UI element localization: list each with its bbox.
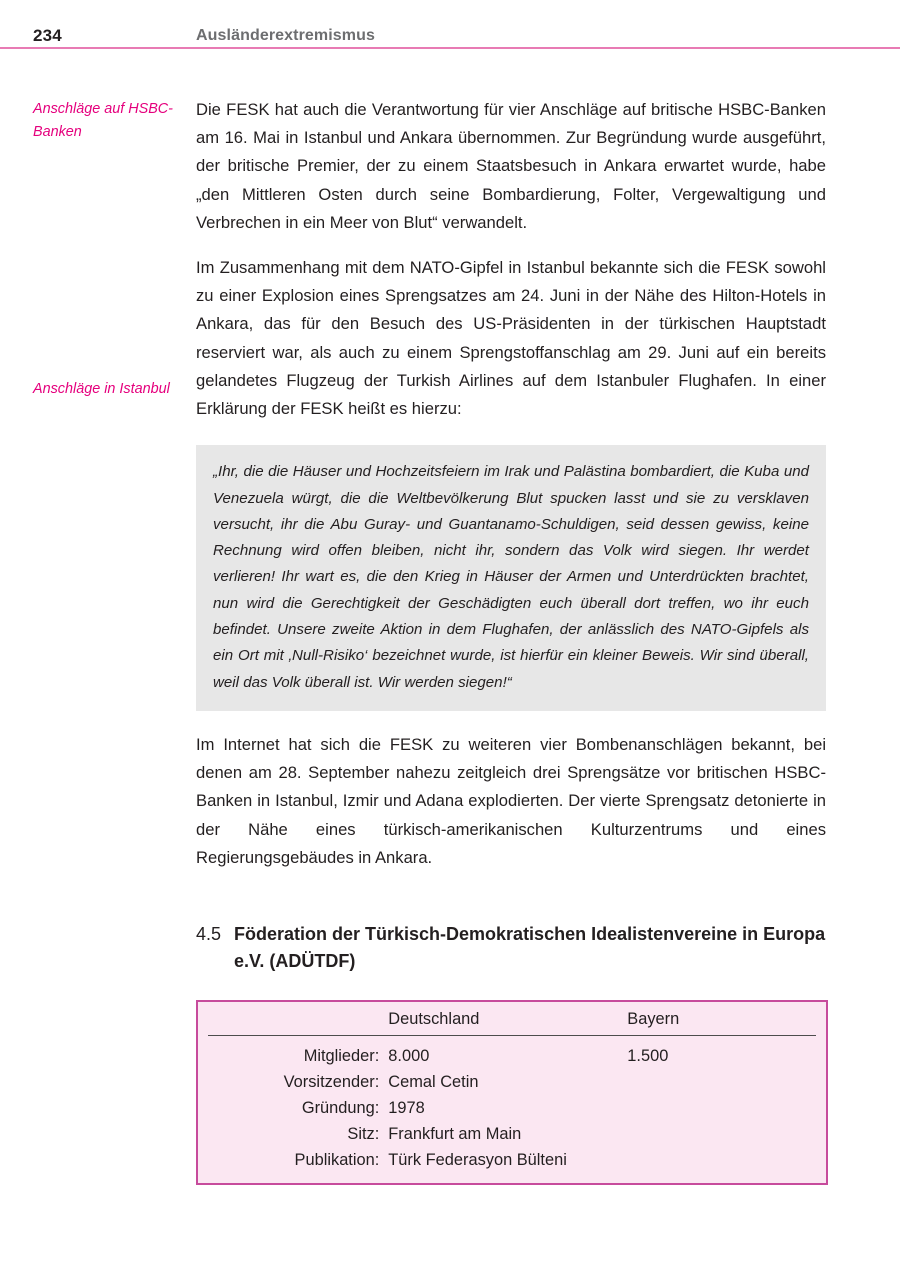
column-header-bayern: Bayern bbox=[627, 1009, 680, 1028]
margin-note-anschlaege-hsbc: Anschläge auf HSBC-Banken bbox=[33, 101, 173, 140]
row-value-sitz-deutschland: Frankfurt am Main bbox=[388, 1124, 522, 1143]
table-header-divider-cell bbox=[208, 1035, 816, 1043]
table-row bbox=[208, 1121, 816, 1147]
table-row bbox=[208, 1147, 816, 1173]
row-value-mitglieder-bayern: 1.500 bbox=[627, 1046, 669, 1065]
header-divider-rule bbox=[0, 47, 900, 49]
row-value-sitz-bayern bbox=[627, 1121, 816, 1147]
row-value-publikation-deutschland: Türk Federasyon Bülteni bbox=[388, 1150, 567, 1169]
row-value-vorsitzender-deutschland: Cemal Cetin bbox=[388, 1072, 479, 1091]
table-header-divider-line bbox=[208, 1035, 816, 1036]
blockquote-box bbox=[196, 445, 826, 711]
table-row bbox=[208, 1069, 816, 1095]
section-number: 4.5 bbox=[196, 923, 222, 944]
page-header bbox=[0, 0, 900, 50]
section-title: Föderation der Türkisch-Demokratischen Idealistenvereine in Europa e.V. (ADÜTDF) bbox=[234, 923, 826, 971]
row-value-publikation-bayern bbox=[627, 1147, 816, 1173]
column-header-deutschland: Deutschland bbox=[388, 1009, 480, 1028]
main-text-column bbox=[196, 96, 826, 1185]
body-paragraph-2: Im Zusammenhang mit dem NATO-Gipfel in Istanbul bekannte sich die FESK sowohl zu einer Explosion eines Sprengsatzes am 24. Juni in der Nähe des Hilton-Hotels in Ankara, das für den Besuch des US-Präsidenten in der türkischen Hauptstadt reserviert war, als auch zu einem Sprengstoffanschlag am 29. Juni auf ein bereits gelandetes Flugzeug der Turkish Airlines auf dem Istanbuler Flughafen. In einer Erklärung der FESK heißt es hierzu: bbox=[196, 258, 826, 419]
table-row bbox=[208, 1043, 816, 1069]
table-row bbox=[208, 1095, 816, 1121]
row-label-sitz: Sitz: bbox=[347, 1124, 380, 1143]
margin-note-anschlaege-istanbul: Anschläge in Istanbul bbox=[33, 381, 170, 397]
row-label-vorsitzender: Vorsitzender: bbox=[283, 1072, 380, 1091]
row-label-publikation: Publikation: bbox=[294, 1150, 380, 1169]
row-label-gruendung: Gründung: bbox=[301, 1098, 380, 1117]
row-value-mitglieder-deutschland: 8.000 bbox=[388, 1046, 430, 1065]
column-header-blank bbox=[208, 1010, 388, 1035]
row-value-gruendung-deutschland: 1978 bbox=[388, 1098, 425, 1117]
page-number: 234 bbox=[33, 26, 62, 45]
organisation-fact-box bbox=[196, 1000, 828, 1185]
body-paragraph-1: Die FESK hat auch die Verantwortung für vier Anschläge auf britische HSBC-Banken am 16. Mai in Istanbul und Ankara übernommen. Zur Begründung wurde ausgeführt, der britische Premier, der zu einem Staatsbesuch in Ankara erwartet wurde, habe „den Mittleren Osten durch seine Bombardierung, Folter, Vergewaltigung und Verbrechen in ein Meer von Blut“ verwandelt. bbox=[196, 100, 826, 232]
row-label-mitglieder: Mitglieder: bbox=[303, 1046, 380, 1065]
body-paragraph-3: Im Internet hat sich die FESK zu weiteren vier Bombenanschlägen bekannt, bei denen am 28. September nahezu zeitgleich drei Sprengsätze vor britischen HSBC-Banken in Istanbul, Izmir und Adana explodierten. Der vierte Sprengsatz detonierte in der Nähe eines türkisch-amerikanischen Kulturzentrums und eines Regierungsgebäudes in Ankara. bbox=[196, 734, 826, 867]
row-value-vorsitzender-bayern bbox=[627, 1069, 816, 1095]
table-header-row bbox=[208, 1010, 816, 1035]
organisation-fact-table bbox=[208, 1010, 816, 1173]
page-header-title: Ausländerextremismus bbox=[196, 27, 375, 44]
row-value-gruendung-bayern bbox=[627, 1095, 816, 1121]
blockquote-text: „Ihr, die die Häuser und Hochzeitsfeiern im Irak und Palästina bombardiert, die Kuba und Venezuela würgt, die die Weltbevölkerung Blut spucken lasst und sie zu versklaven versucht, ihr die Abu Guray- und Guantanamo-Schuldigen, seid dessen gewiss, keine Rechnung wird offen bleiben, nicht ihr, sondern das Volk wird siegen. Ihr werdet verlieren! Ihr wart es, die den Krieg in Häuser der Armen und Unterdrückten brachtet, nun wird die Gerechtigkeit der Geschädigten euch überall dort treffen, wo ihr euch befindet. Unsere zweite Aktion in dem Flughafen, der anlässlich des NATO-Gipfels als ein Ort mit ‚Null-Risiko‘ bezeichnet wurde, ist hierfür ein kleiner Beweis. Wir sind überall, weil das Volk überall ist. Wir werden siegen!“ bbox=[213, 463, 809, 691]
table-header-divider-row bbox=[208, 1035, 816, 1043]
section-heading bbox=[196, 921, 826, 975]
